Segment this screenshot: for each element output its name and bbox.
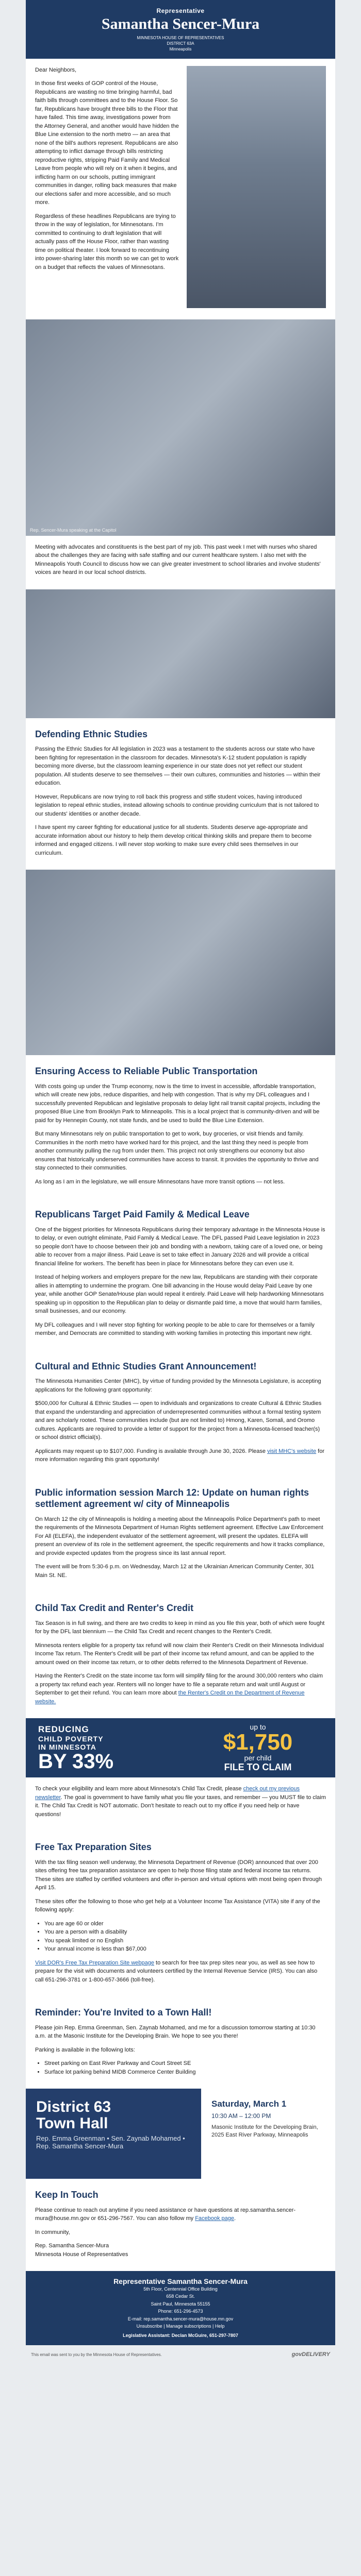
ethnic-studies-section: [26, 718, 335, 870]
ctc-paragraph-2: Minnesota renters eligible for a property tax refund will now claim their Renter's Credit on their Minnesota Individual Income Tax return. The Renter's Credit will be part of their income tax refund amount, and can be applied to the amount owed on their income tax return, or to other debts referred to the Minnesota Department of Revenue.: [35, 1642, 324, 1666]
ethnic-paragraph-3: I have spent my career fighting for educational justice for all students. Students deserve age-appropriate and accurate information about our history to help them develop critical thinking skills and prepare them to become informed and engaged citizens. I will never stop working to make sure every child sees themselves in our curriculum.: [35, 824, 312, 856]
renters-credit-link[interactable]: the Renter's Credit on the Department of Revenue website.: [35, 1690, 305, 1705]
transit-paragraph-3: As long as I am in the legislature, we will ensure Minnesotans have more transit options — not less.: [35, 1178, 285, 1185]
list-item: • Surface lot parking behind MIDB Commerce Center Building: [44, 2068, 326, 2077]
human-rights-paragraph-2: The event will be from 5:30-6 p.m. on Wednesday, March 12 at the Ukrainian American Community Center, 301 Main St. NE.: [35, 1564, 315, 1579]
facebook-link[interactable]: Facebook page: [195, 2215, 235, 2222]
photo-ethnic-studies: [26, 870, 335, 1055]
transit-paragraph-2: But many Minnesotans rely on public transportation to get to work, buy groceries, or visit friends and family. Communities in the north metro have worked hard for this project, and the last thing they need is people from another community pulling the rug from under them. This project not only strengthens our economy but also ensures that historically underserved communities have access to transit. It provides the opportunity to thrive and stay connected to their communities.: [35, 1131, 319, 1172]
grants-paragraph-2: $500,000 for Cultural & Ethnic Studies — open to individuals and organizations to create Cultural & Ethnic Studies that expand the understanding and appreciation of underrepresented communities without a formal testing system and are scholarly rooted. These communities include (but are not limited to) Hmong, Karen, Somali, and Oromo cultures. Applicants are required to provide a letter of support for the project from a Minnesota-licensed teacher(s) or school district official(s).: [35, 1400, 322, 1441]
footer-name: Representative Samantha Sencer-Mura: [113, 2277, 248, 2286]
keep-in-touch-paragraph-1: [35, 2206, 326, 2223]
free-tax-paragraph-2: These sites offer the following to those who get help at a Volunteer Income Tax Assistance (VITA) site if any of the following apply:: [35, 1898, 320, 1913]
townhall-flyer-left: [26, 2089, 201, 2179]
pfml-paragraph-3: My DFL colleagues and I will never stop fighting for working people to be able to care for themselves or a family member, and Democrats are committed to standing with working families in protecting this important new right.: [35, 1321, 315, 1337]
banner-right-4: FILE TO CLAIM: [224, 1762, 292, 1773]
banner-left-2: CHILD POVERTY: [38, 1734, 104, 1743]
human-rights-paragraph-1: On March 12 the city of Minneapolis is holding a meeting about the Minneapolis Police Department's path to meet the requirements of the Minnesota Department of Human Rights settlement agreement. Effective Law Enforcement For All (ELEFA), the independent evaluator of the settlement agreement, will present the updates. ELEFA will present an overview of its role in the settlement agreement, the specific requirements and how it tracks compliance, and provide expected updates from the progress since its last annual report.: [35, 1516, 325, 1556]
signature-name: Rep. Samantha Sencer-Mura: [35, 2243, 109, 2249]
free-tax-p3-tail: to search for free tax prep sites near you, as well as see how to prepare for the visit with documents and volunteers certified by the Internal Revenue Service (IRS). You can also call 651-296-3781 or 1-800-657-3666 (toll-free).: [35, 1959, 318, 1983]
photo-caption: Rep. Sencer-Mura speaking at the Capitol: [30, 527, 117, 533]
ctc2-lead: To check your eligibility and learn more about Minnesota's Child Tax Credit, please: [35, 1786, 243, 1792]
footer-email[interactable]: E-mail: rep.samantha.sencer-mura@house.mn.gov: [127, 2316, 234, 2321]
legal-bar: [26, 2345, 335, 2364]
list-item: • Street parking on East River Parkway and Court Street SE: [44, 2059, 326, 2068]
parking-list: [44, 2059, 326, 2076]
intro-greeting: Dear Neighbors,: [35, 66, 77, 73]
govdelivery-logo[interactable]: govDELIVERY: [291, 2351, 330, 2358]
footer-line-1: 5th Floor, Centennial Office Building: [143, 2286, 218, 2292]
keep-in-touch-heading: Keep In Touch: [35, 2190, 99, 2200]
keep-in-touch-section: [26, 2179, 335, 2271]
townhall-section: [26, 1996, 335, 2089]
photo-advocates: [26, 319, 335, 536]
ctc2-paragraph: [35, 1785, 326, 1819]
human-rights-heading: Public information session March 12: Update on human rights settlement agreement w/ city of Minneapolis: [35, 1487, 309, 1510]
transit-section: [26, 1055, 335, 1198]
ctc-paragraph-3: [35, 1672, 326, 1706]
kit-lead: Please continue to reach out anytime if you need assistance or have questions at rep.samantha.sencer-mura@house.mn.gov or 651-296-7567. You can also follow my: [35, 2207, 296, 2222]
header-subline-3: Minneapolis: [169, 47, 192, 52]
intro-paragraph-2: Regardless of these headlines Republicans are trying to throw in the way of legislation, for Minnesotans. I'm committed to continuing to draft legislation that will actually pass off the House Floor, rather than wasting time on political theater. I look forward to recontinuing into power-sharing later this month so we can get to work on a budget that reflects the values of Minnesotans.: [35, 213, 179, 270]
townhall-title-2: Town Hall: [36, 2114, 108, 2132]
footer-phone: Phone: 651-296-4573: [158, 2309, 203, 2314]
banner-right-3: per child: [244, 1754, 272, 1762]
banner-left-1: REDUCING: [38, 1724, 89, 1734]
pfml-heading: Republicans Target Paid Family & Medical Leave: [35, 1209, 250, 1220]
previous-newsletter-link[interactable]: check out my previous newsletter: [35, 1786, 300, 1801]
footer-line-2: 658 Cedar St.: [166, 2294, 195, 2299]
child-tax-credit-banner: [26, 1718, 335, 1777]
free-tax-paragraph-3: [35, 1959, 326, 1985]
newsletter: [26, 0, 335, 2345]
ethnic-studies-heading: Defending Ethnic Studies: [35, 728, 148, 739]
free-tax-paragraph-1: With the tax filing season well underway, the Minnesota Department of Revenue (DOR) announced that over 200 sites offering free tax preparation assistance are open to help those filing state and federal income tax returns. These sites are staffed by certified volunteers and offer in-person and virtual options with most being open through April 15.: [35, 1859, 322, 1891]
townhall-paragraph-2: Parking is available in the following lots:: [35, 2046, 135, 2053]
header-subline: [31, 35, 330, 53]
townhall-paragraph-1: Please join Rep. Emma Greenman, Sen. Zaynab Mohamed, and me for a discussion tomorrow starting at 10:30 a.m. at the Masonic Institute for the Developing Brain. We hope to see you there!: [35, 2024, 316, 2040]
free-tax-section: [26, 1831, 335, 1996]
townhall-date: Saturday, March 1: [211, 2099, 287, 2109]
footer-line-3: Saint Paul, Minnesota 55155: [151, 2301, 210, 2307]
banner-left-4: BY 33%: [38, 1750, 114, 1773]
intro-section: [26, 59, 335, 319]
list-item: • Your annual income is less than $67,000: [44, 1945, 326, 1954]
free-tax-list: [44, 1920, 326, 1954]
pfml-section: [26, 1198, 335, 1350]
footer: [26, 2271, 335, 2345]
transit-heading: Ensuring Access to Reliable Public Transportation: [35, 1066, 258, 1077]
banner-right-2: $1,750: [223, 1730, 293, 1755]
list-item: • You are age 60 or older: [44, 1920, 326, 1928]
transit-paragraph-1: With costs going up under the Trump economy, now is the time to invest in accessible, affordable transportation, which will create new jobs, reduce disparities, and help with congestion. That is why my DFL colleagues and I successfully prevented Republican and legislative proposals to delay light rail transit capital projects, including the proposed Blue Line from Brooklyn Park to Minneapolis. This is a local project that is community-driven and will be paid for by Hennepin County, not state funds, and be used to build the Blue Line Extension.: [35, 1083, 320, 1124]
townhall-speakers: Rep. Emma Greenman • Sen. Zaynab Mohamed • Rep. Samantha Sencer-Mura: [36, 2134, 185, 2150]
ctc-section: [26, 1592, 335, 1718]
ctc-heading: Child Tax Credit and Renter's Credit: [35, 1603, 193, 1614]
header-title: Samantha Sencer-Mura: [101, 15, 260, 32]
pfml-paragraph-1: One of the biggest priorities for Minnesota Republicans during their temporary advantage in the Minnesota House is to delay, or even outright eliminate, Paid Family & Medical Leave. The DFL passed Paid Leave legislation in 2023 so people don't have to choose between their job and bonding with a newborn, taking care of a loved one, or being able to recover from a major illness. Paid Leave is set to take effect in January 2026 and will provide a critical financial lifeline for workers. The benefit has been in place for Minnesotans before they can even use it.: [35, 1226, 325, 1267]
mhc-website-link[interactable]: visit MHC's website: [267, 1448, 317, 1454]
banner-left: [26, 1724, 180, 1772]
header-subline-1: MINNESOTA HOUSE OF REPRESENTATIVES: [137, 36, 224, 40]
townhall-time: 10:30 AM – 12:00 PM: [211, 2112, 271, 2120]
photo-capitol: [187, 66, 326, 308]
ctc-paragraph-1: Tax Season is in full swing, and there are two credits to keep in mind as you file this year, both of which were fought for by the DFL last biennium — the Child Tax Credit and recent changes to the Renter's Credit.: [35, 1620, 325, 1635]
signoff: In community,: [35, 2229, 70, 2235]
pfml-paragraph-2: Instead of helping workers and employers prepare for the new law, Republicans are standing with their corporate allies in attempting to undermine the program. One bill advancing in the House would delay Paid Leave by one year, while another GOP Senate/House plan would repeal it entirely. Paid Leave will help hardworking Minnesotans speaking up in opposition to the Republican plan to delay or dismantle paid time, a move that would harm families, small businesses, and our economy.: [35, 1274, 324, 1315]
list-item: • You speak limited or no English: [44, 1937, 326, 1945]
townhall-heading: Reminder: You're Invited to a Town Hall!: [35, 2007, 212, 2018]
townhall-flyer-right: [201, 2089, 335, 2179]
signature-title: Minnesota House of Representatives: [35, 2251, 128, 2258]
ethnic-paragraph-1: Passing the Ethnic Studies for All legislation in 2023 was a testament to the students across our state who have been fighting for representation in the classroom for decades. Minnesota's K-12 student population is rapidly becoming more diverse, but the classroom learning experience in our state does not yet reflect our student population. All students deserve to see themselves — their own cultures, communities and histories — within their education.: [35, 746, 321, 787]
header-title-small: Representative: [156, 7, 205, 14]
legal-text: This email was sent to you by the Minnesota House of Representatives.: [31, 2352, 162, 2357]
banner-right: [180, 1723, 335, 1773]
grants-paragraph-3: [35, 1447, 326, 1464]
ctc2-tail: . The goal is government to have family what you file your taxes, and remember — you MUST file to claim it. The Child Tax Credit is NOT automatic. Don't hesitate to reach out to my office if you need help or have questions!: [35, 1794, 326, 1818]
dor-free-tax-link[interactable]: Visit DOR's Free Tax Preparation Site webpage: [35, 1959, 154, 1966]
grants-paragraph-1: The Minnesota Humanities Center (MHC), by virtue of funding provided by the Minnesota Legislature, is accepting applications for the following grant opportunity:: [35, 1378, 321, 1393]
ctc-p3-lead: Having the Renter's Credit on the state income tax form will simplify filing for the around 300,000 renters who claim a property tax refund each year. Renters will no longer have to file a separate return and wait until August or September to get their refund. You can learn more about: [35, 1673, 323, 1697]
photo-youth-council: [26, 589, 335, 718]
banner-right-1: up to: [250, 1723, 266, 1732]
grants-section: [26, 1350, 335, 1477]
intro-paragraph-1: In those first weeks of GOP control of the House, Republicans are wasting no time bringing harmful, bad faith bills through committees and to the House Floor. So far, Republicans have brought three bills to the Floor that have failed. This time away, investigations power from the Attorney General, and another would have hidden the Blue Line extension to the north metro — an area that none of the bill's authors represent. Republicans are also attempting to inflict damage through bills restricting reproductive rights, stripping Paid Family and Medical Leave from people who will rely on it when it begins, and inflicting harm on our schools, putting immigrant communities in danger, rolling back measures that make our elections safer and more accessible, and so much more.: [35, 80, 179, 206]
header-subline-2: DISTRICT 63A: [167, 41, 194, 46]
grants-heading: Cultural and Ethnic Studies Grant Announcement!: [35, 1361, 257, 1371]
townhall-flyer: [26, 2089, 335, 2179]
footer-links[interactable]: Unsubscribe | Manage subscriptions | Help: [136, 2324, 225, 2329]
intro-paragraph-3: Meeting with advocates and constituents is the best part of my job. This past week I met with nurses who shared about the challenges they are facing with safe staffing and our current healthcare system. I also met with the Minneapolis Youth Council to discuss how we can give greater investment to school libraries and involve students' voices are heard in our local school districts.: [35, 544, 321, 576]
townhall-title-1: District 63: [36, 2098, 111, 2116]
kit-tail: .: [234, 2215, 236, 2222]
list-item: • You are a person with a disability: [44, 1928, 326, 1937]
human-rights-section: [26, 1477, 335, 1592]
intro-followup: [26, 536, 335, 589]
footer-assistant: Legislative Assistant: Declan McGuire, 651-297-7807: [123, 2333, 238, 2338]
grants-p3-lead: Applicants may request up to $107,000. Funding is available through June 30, 2026. Please: [35, 1448, 268, 1454]
header-banner: [26, 0, 335, 59]
grants-p3-tail: for more information regarding this grant opportunity!: [35, 1448, 325, 1463]
ctc-followup: [26, 1777, 335, 1831]
townhall-venue: Masonic Institute for the Developing Brain, 2025 East River Parkway, Minneapolis: [211, 2124, 318, 2139]
free-tax-heading: Free Tax Preparation Sites: [35, 1842, 152, 1853]
banner-left-3: IN MINNESOTA: [38, 1742, 96, 1751]
ethnic-paragraph-2: However, Republicans are now trying to roll back this progress and stifle student voices, having introduced legislation to repeal ethnic studies, instead allowing schools to continue providing curriculum that is not tailored to our students' identities or another decade.: [35, 793, 319, 817]
